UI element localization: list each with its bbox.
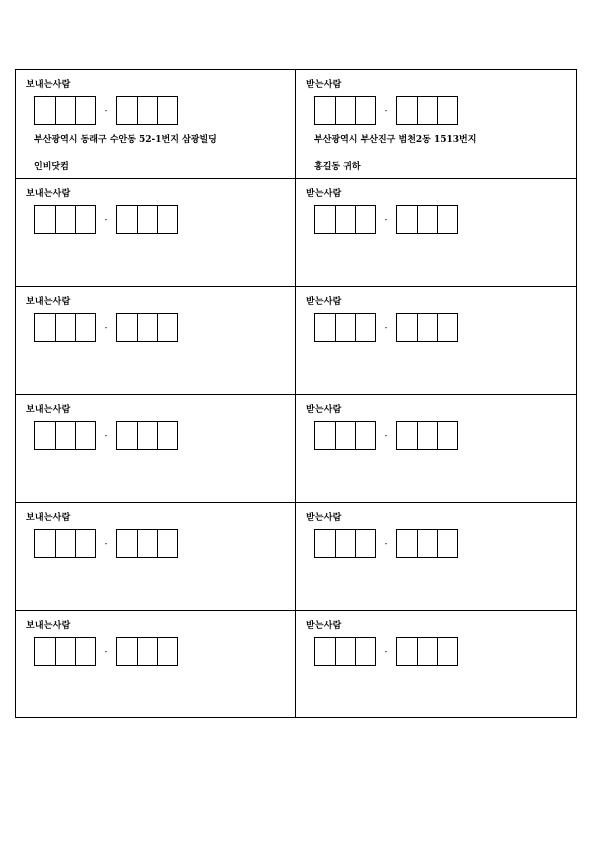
postal-digit-box[interactable] — [437, 638, 457, 665]
postal-digit-box[interactable] — [355, 530, 375, 557]
postal-code-second-group — [396, 637, 458, 666]
sender-label: 보내는사람 — [26, 621, 71, 631]
receiver-cell — [296, 287, 576, 394]
postal-code-second-group — [396, 529, 458, 558]
postal-code-first-group — [314, 313, 376, 342]
receiver-cell — [296, 395, 576, 502]
postal-code-dash: - — [384, 647, 388, 656]
sender-cell — [16, 395, 296, 502]
postal-code-dash: - — [104, 323, 108, 332]
postal-digit-box[interactable] — [355, 422, 375, 449]
postal-code-first-group — [34, 637, 96, 666]
postal-code-dash: - — [384, 323, 388, 332]
sender-cell — [16, 70, 296, 178]
postal-code-second-group — [116, 313, 178, 342]
postal-digit-box[interactable] — [417, 530, 437, 557]
postal-digit-box[interactable] — [55, 314, 75, 341]
postal-digit-box[interactable] — [315, 638, 335, 665]
postal-code-first-group — [314, 637, 376, 666]
label-row — [16, 70, 576, 178]
sender-name: 인비닷컴 — [34, 162, 69, 172]
label-row — [16, 178, 576, 286]
sender-label: 보내는사람 — [26, 80, 71, 90]
postal-code-first-group — [314, 96, 376, 125]
postal-code-first-group — [34, 96, 96, 125]
receiver-label: 받는사람 — [306, 80, 342, 90]
sender-label: 보내는사람 — [26, 513, 71, 523]
postal-code-first-group — [314, 421, 376, 450]
postal-digit-box[interactable] — [157, 206, 177, 233]
postal-digit-box[interactable] — [315, 422, 335, 449]
postal-digit-box[interactable] — [35, 314, 55, 341]
sender-cell — [16, 287, 296, 394]
postal-digit-box[interactable] — [117, 206, 137, 233]
postal-digit-box[interactable] — [335, 97, 355, 124]
postal-digit-box[interactable] — [397, 638, 417, 665]
postal-digit-box[interactable] — [75, 206, 95, 233]
postal-code-second-group — [116, 421, 178, 450]
receiver-postal-code — [314, 637, 458, 666]
receiver-label: 받는사람 — [306, 297, 342, 307]
postal-digit-box[interactable] — [35, 97, 55, 124]
postal-digit-box[interactable] — [437, 530, 457, 557]
postal-code-second-group — [396, 205, 458, 234]
postal-code-dash: - — [104, 106, 108, 115]
label-row — [16, 286, 576, 394]
postal-digit-box[interactable] — [55, 206, 75, 233]
postal-code-dash: - — [104, 431, 108, 440]
postal-digit-box[interactable] — [75, 422, 95, 449]
postal-digit-box[interactable] — [75, 530, 95, 557]
postal-digit-box[interactable] — [355, 314, 375, 341]
postal-digit-box[interactable] — [157, 97, 177, 124]
address-label-sheet — [15, 69, 577, 718]
sender-cell — [16, 611, 296, 718]
postal-digit-box[interactable] — [137, 422, 157, 449]
postal-digit-box[interactable] — [437, 206, 457, 233]
postal-digit-box[interactable] — [315, 97, 335, 124]
postal-digit-box[interactable] — [417, 314, 437, 341]
postal-digit-box[interactable] — [35, 422, 55, 449]
postal-digit-box[interactable] — [397, 206, 417, 233]
postal-digit-box[interactable] — [117, 530, 137, 557]
postal-digit-box[interactable] — [437, 97, 457, 124]
postal-code-first-group — [34, 313, 96, 342]
sender-cell — [16, 179, 296, 286]
sender-postal-code — [34, 529, 178, 558]
postal-digit-box[interactable] — [117, 422, 137, 449]
postal-digit-box[interactable] — [397, 422, 417, 449]
postal-code-dash: - — [384, 431, 388, 440]
receiver-postal-code — [314, 313, 458, 342]
postal-digit-box[interactable] — [397, 530, 417, 557]
postal-digit-box[interactable] — [75, 638, 95, 665]
postal-digit-box[interactable] — [137, 97, 157, 124]
postal-code-dash: - — [104, 647, 108, 656]
sender-address: 부산광역시 동래구 수안동 52-1번지 삼광빌딩 — [34, 135, 217, 145]
postal-code-second-group — [116, 637, 178, 666]
postal-code-second-group — [116, 205, 178, 234]
label-row — [16, 394, 576, 502]
receiver-label: 받는사람 — [306, 513, 342, 523]
postal-code-first-group — [314, 205, 376, 234]
sender-postal-code — [34, 421, 178, 450]
receiver-label: 받는사람 — [306, 621, 342, 631]
sender-postal-code — [34, 205, 178, 234]
postal-digit-box[interactable] — [157, 314, 177, 341]
postal-digit-box[interactable] — [137, 530, 157, 557]
postal-digit-box[interactable] — [315, 206, 335, 233]
postal-digit-box[interactable] — [335, 530, 355, 557]
receiver-postal-code — [314, 96, 458, 125]
postal-code-second-group — [396, 421, 458, 450]
postal-digit-box[interactable] — [35, 206, 55, 233]
postal-digit-box[interactable] — [417, 638, 437, 665]
sender-label: 보내는사람 — [26, 297, 71, 307]
postal-code-dash: - — [104, 539, 108, 548]
postal-digit-box[interactable] — [335, 422, 355, 449]
label-row — [16, 610, 576, 718]
postal-digit-box[interactable] — [355, 97, 375, 124]
postal-digit-box[interactable] — [157, 422, 177, 449]
postal-digit-box[interactable] — [157, 638, 177, 665]
postal-code-dash: - — [384, 539, 388, 548]
postal-digit-box[interactable] — [55, 530, 75, 557]
postal-digit-box[interactable] — [117, 97, 137, 124]
postal-code-first-group — [34, 529, 96, 558]
receiver-postal-code — [314, 205, 458, 234]
postal-digit-box[interactable] — [75, 97, 95, 124]
postal-digit-box[interactable] — [157, 530, 177, 557]
postal-digit-box[interactable] — [55, 422, 75, 449]
postal-digit-box[interactable] — [417, 422, 437, 449]
receiver-postal-code — [314, 421, 458, 450]
postal-code-first-group — [34, 421, 96, 450]
sender-postal-code — [34, 637, 178, 666]
receiver-label: 받는사람 — [306, 405, 342, 415]
postal-digit-box[interactable] — [355, 638, 375, 665]
postal-digit-box[interactable] — [335, 638, 355, 665]
postal-digit-box[interactable] — [137, 314, 157, 341]
postal-code-second-group — [396, 313, 458, 342]
postal-code-first-group — [34, 205, 96, 234]
receiver-cell — [296, 503, 576, 610]
postal-code-second-group — [116, 529, 178, 558]
sender-label: 보내는사람 — [26, 189, 71, 199]
receiver-cell — [296, 611, 576, 718]
receiver-postal-code — [314, 529, 458, 558]
postal-digit-box[interactable] — [335, 206, 355, 233]
postal-digit-box[interactable] — [355, 206, 375, 233]
postal-digit-box[interactable] — [397, 97, 417, 124]
label-row — [16, 502, 576, 610]
postal-digit-box[interactable] — [55, 97, 75, 124]
postal-digit-box[interactable] — [335, 314, 355, 341]
postal-digit-box[interactable] — [55, 638, 75, 665]
postal-digit-box[interactable] — [35, 530, 55, 557]
postal-digit-box[interactable] — [315, 530, 335, 557]
postal-digit-box[interactable] — [137, 638, 157, 665]
postal-digit-box[interactable] — [397, 314, 417, 341]
postal-digit-box[interactable] — [437, 314, 457, 341]
sender-cell — [16, 503, 296, 610]
sender-postal-code — [34, 96, 178, 125]
postal-code-second-group — [396, 96, 458, 125]
receiver-name: 홍길동 귀하 — [314, 162, 361, 172]
sender-postal-code — [34, 313, 178, 342]
postal-digit-box[interactable] — [137, 206, 157, 233]
postal-digit-box[interactable] — [75, 314, 95, 341]
postal-digit-box[interactable] — [437, 422, 457, 449]
postal-code-dash: - — [104, 215, 108, 224]
receiver-address: 부산광역시 부산진구 범천2동 1513번지 — [314, 135, 477, 145]
postal-digit-box[interactable] — [315, 314, 335, 341]
receiver-cell — [296, 179, 576, 286]
postal-digit-box[interactable] — [117, 314, 137, 341]
postal-digit-box[interactable] — [35, 638, 55, 665]
postal-code-dash: - — [384, 106, 388, 115]
postal-digit-box[interactable] — [417, 206, 437, 233]
postal-digit-box[interactable] — [117, 638, 137, 665]
postal-code-dash: - — [384, 215, 388, 224]
postal-digit-box[interactable] — [417, 97, 437, 124]
postal-code-first-group — [314, 529, 376, 558]
receiver-cell — [296, 70, 576, 178]
sender-label: 보내는사람 — [26, 405, 71, 415]
receiver-label: 받는사람 — [306, 189, 342, 199]
postal-code-second-group — [116, 96, 178, 125]
